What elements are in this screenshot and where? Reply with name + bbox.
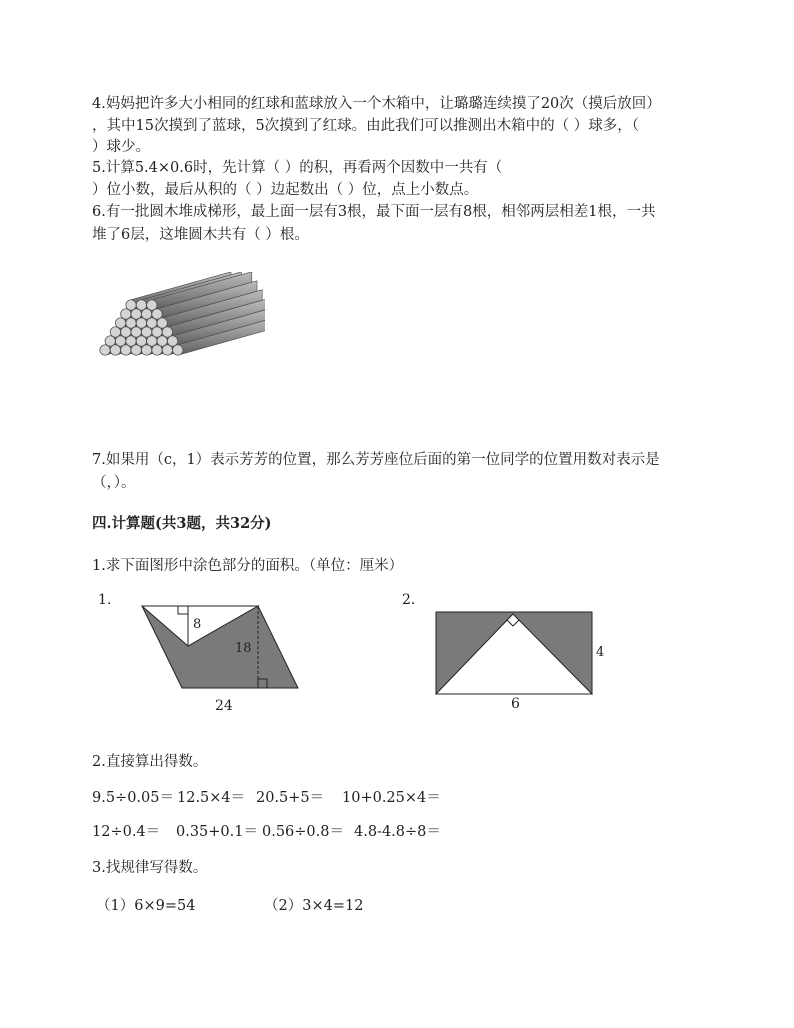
log-end xyxy=(157,318,167,328)
log-end xyxy=(141,309,151,319)
log-end xyxy=(162,327,172,337)
log-end xyxy=(131,345,141,355)
q4-line-3: ）球少。 xyxy=(92,139,150,155)
figure-1-parallelogram xyxy=(138,600,308,700)
q7-line-1: 7.如果用（c，1）表示芳芳的位置，那么芳芳座位后面的第一位同学的位置用数对表示是 xyxy=(92,452,660,468)
calc3-item: （1）6×9=54 xyxy=(96,898,196,914)
log-end xyxy=(152,327,162,337)
figure-2-rectangle xyxy=(434,608,614,698)
calc1-title: 1.求下面图形中涂色部分的面积。（单位：厘米） xyxy=(92,558,404,574)
log-end xyxy=(131,309,141,319)
q7-line-2: （，）。 xyxy=(92,475,136,491)
log-end xyxy=(136,318,146,328)
log-end xyxy=(100,345,110,355)
figure-2-dim-side: 4 xyxy=(596,645,605,660)
q6-line-2: 堆了6层，这堆圆木共有（ ）根。 xyxy=(92,227,309,243)
q6-line-1: 6.有一批圆木堆成梯形，最上面一层有3根，最下面一层有8根，相邻两层相差1根，一共 xyxy=(92,204,656,220)
section-heading: 四.计算题(共3题，共32分) xyxy=(92,515,272,532)
log-end xyxy=(126,300,136,310)
log-end xyxy=(147,336,157,346)
calc2-row1-item: 9.5÷0.05＝ xyxy=(92,790,174,806)
log-end xyxy=(131,327,141,337)
q4-line-1: 4.妈妈把许多大小相同的红球和蓝球放入一个木箱中，让璐璐连续摸了20次（摸后放回） xyxy=(92,96,661,112)
log-end xyxy=(136,336,146,346)
log-end xyxy=(157,336,167,346)
calc2-row2-item: 0.56÷0.8＝ xyxy=(262,824,344,840)
figure-1-dim-base: 24 xyxy=(215,698,233,714)
calc2-row1-item: 10+0.25×4＝ xyxy=(342,790,441,806)
calc3-item: （2）3×4=12 xyxy=(264,898,364,914)
log-end xyxy=(147,300,157,310)
calc2-row2-item: 4.8-4.8÷8＝ xyxy=(354,824,441,840)
log-end xyxy=(167,336,177,346)
log-end xyxy=(126,318,136,328)
figure-2-label: 2. xyxy=(402,592,416,608)
figure-1-label: 1. xyxy=(98,592,112,608)
log-end xyxy=(110,327,120,337)
calc2-row2-item: 12÷0.4＝ xyxy=(92,824,161,840)
calc3-title: 3.找规律写得数。 xyxy=(92,860,208,876)
calc2-row1-item: 20.5+5＝ xyxy=(256,790,325,806)
log-end xyxy=(121,327,131,337)
q4-line-2: ，其中15次摸到了蓝球，5次摸到了红球。由此我们可以推测出木箱中的（ ）球多，（ xyxy=(92,118,640,134)
log-end xyxy=(115,318,125,328)
figure-1-dim-height: 18 xyxy=(235,641,252,656)
log-end xyxy=(173,345,183,355)
calc2-title: 2.直接算出得数。 xyxy=(92,754,208,770)
log-end xyxy=(141,327,151,337)
log-end xyxy=(121,309,131,319)
calc2-row1-item: 12.5×4＝ xyxy=(177,790,246,806)
log-end xyxy=(115,336,125,346)
log-end xyxy=(147,318,157,328)
log-end xyxy=(136,300,146,310)
log-end xyxy=(152,309,162,319)
log-end xyxy=(162,345,172,355)
q5-line-2: ）位小数，最后从积的（ ）边起数出（ ）位，点上小数点。 xyxy=(92,182,479,198)
log-end xyxy=(141,345,151,355)
log-end xyxy=(121,345,131,355)
q5-line-1: 5.计算5.4×0.6时，先计算（ ）的积，再看两个因数中一共有（ xyxy=(92,160,503,176)
figure-1-dim-top: 8 xyxy=(193,617,202,632)
log-pile-illustration xyxy=(95,272,265,362)
figure-2-dim-base: 6 xyxy=(511,696,520,712)
log-end xyxy=(126,336,136,346)
log-end xyxy=(110,345,120,355)
log-end xyxy=(152,345,162,355)
log-end xyxy=(105,336,115,346)
calc2-row2-item: 0.35+0.1＝ xyxy=(176,824,258,840)
